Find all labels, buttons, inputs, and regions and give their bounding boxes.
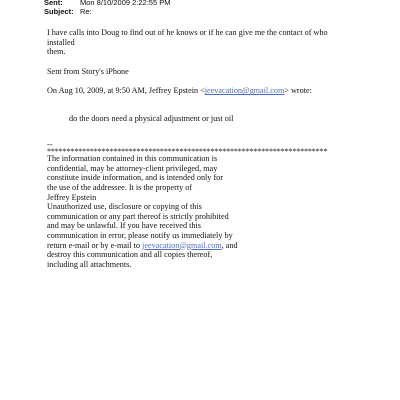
subject-label: Subject: [44, 7, 74, 16]
dash-line: -- [47, 139, 53, 149]
disclaimer-line: and may be unlawful. If you have received this [47, 221, 201, 231]
quote-header [47, 86, 347, 96]
reply-line-2: them. [47, 47, 66, 57]
star-separator: ************************************************************************ [47, 147, 328, 157]
sent-label: Sent: [44, 0, 63, 7]
disclaimer-line: Jeffrey Epstein [47, 192, 97, 202]
disclaimer-line: The information contained in this communication is [47, 154, 218, 164]
sent-value: Mon 8/10/2009 2:22:55 PM [80, 0, 171, 7]
quote-suffix: > wrote: [284, 86, 312, 96]
disclaimer-email-link[interactable]: jeevacation@gmail.com [142, 240, 222, 250]
quoted-message: do the doors need a physical adjustment or just oil [69, 113, 234, 123]
disclaimer [47, 154, 347, 269]
subject-row [44, 7, 170, 16]
email-body [47, 28, 347, 269]
subject-value: Re: [80, 7, 92, 16]
disclaimer-line: Unauthorized use, disclosure or copying of this [47, 202, 202, 212]
disclaimer-line: the use of the addressee. It is the property of [47, 182, 193, 192]
reply-line-1: I have calls into Doug to find out of he knows or if he can give me the contact of who installed [47, 28, 330, 47]
disclaimer-line: constitute inside information, and is intended only for [47, 173, 223, 183]
reply-text [47, 28, 347, 57]
disclaimer-email-prefix: return e-mail or by e-mail to [47, 240, 143, 250]
disclaimer-line: confidential, may be attorney-client privileged, may [47, 163, 218, 173]
disclaimer-email-suffix: , and [221, 240, 238, 250]
disclaimer-line: communication or any part thereof is strictly prohibited [47, 211, 229, 221]
quote-email-link[interactable]: jeevacation@gmail.com [204, 86, 285, 96]
disclaimer-line: destroy this communication and all copies thereof, [47, 250, 213, 260]
disclaimer-line: communication in error, please notify us immediately by [47, 230, 233, 240]
disclaimer-line: including all attachments. [47, 259, 132, 269]
disclaimer-line-email [47, 241, 347, 251]
sent-row [44, 0, 170, 7]
quote-prefix: On Aug 10, 2009, at 9:50 AM, Jeffrey Epstein < [47, 86, 205, 96]
signature: Sent from Story's iPhone [47, 66, 129, 76]
email-header [44, 0, 170, 16]
